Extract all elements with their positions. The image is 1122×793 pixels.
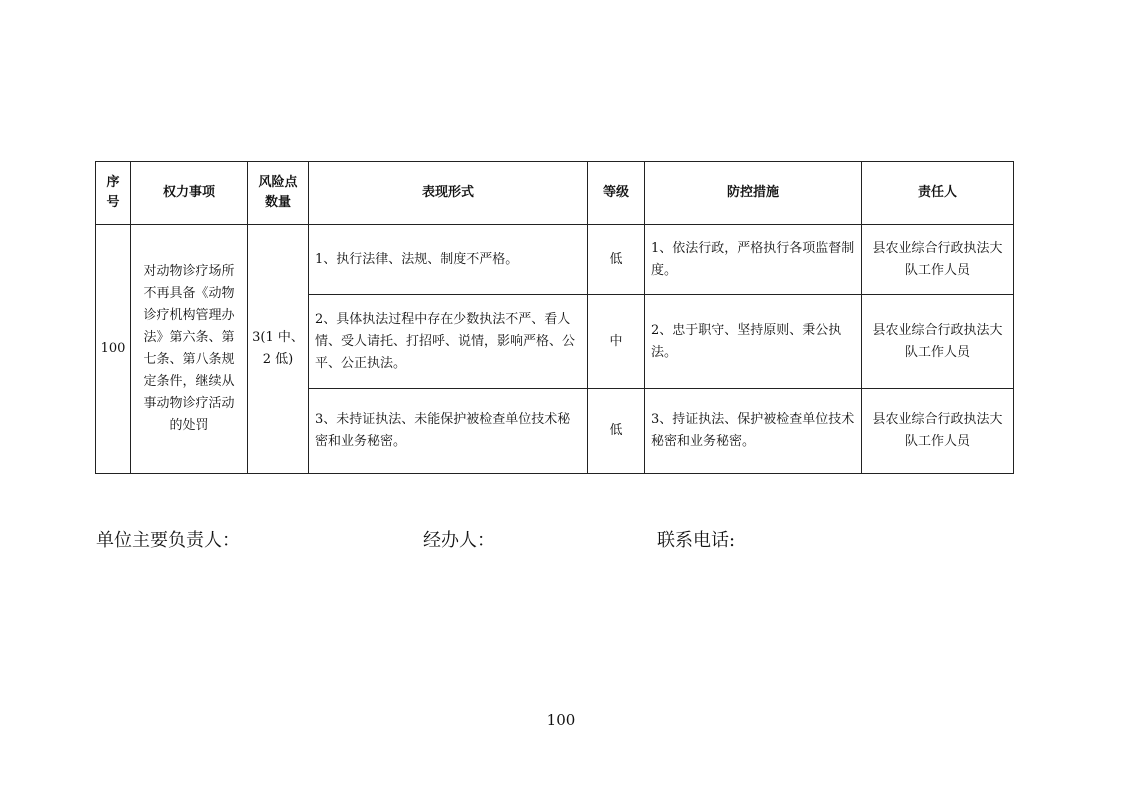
signature-head-label: 单位主要负责人： xyxy=(96,530,240,551)
table-row xyxy=(96,225,1014,295)
form-cell: 3、未持证执法、未能保护被检查单位技术秘密和业务秘密。 xyxy=(309,389,588,474)
measure-cell: 1、依法行政，严格执行各项监督制度。 xyxy=(645,225,862,295)
owner-cell: 县农业综合行政执法大队工作人员 xyxy=(862,389,1014,474)
header-count: 风险点 数量 xyxy=(248,162,309,225)
seq-cell: 100 xyxy=(96,225,131,474)
measure-cell: 2、忠于职守、坚持原则、秉公执法。 xyxy=(645,295,862,389)
header-level: 等级 xyxy=(588,162,645,225)
level-cell: 中 xyxy=(588,295,645,389)
item-cell: 对动物诊疗场所不再具备《动物诊疗机构管理办法》第六条、第七条、第八条规定条件，继续从事动物诊疗活动的处罚 xyxy=(131,225,248,474)
signature-handler-label: 经办人： xyxy=(423,530,495,551)
risk-table xyxy=(95,161,1014,474)
header-item: 权力事项 xyxy=(131,162,248,225)
level-cell: 低 xyxy=(588,389,645,474)
header-owner: 责任人 xyxy=(862,162,1014,225)
level-cell: 低 xyxy=(588,225,645,295)
owner-cell: 县农业综合行政执法大队工作人员 xyxy=(862,225,1014,295)
header-measure: 防控措施 xyxy=(645,162,862,225)
measure-cell: 3、持证执法、保护被检查单位技术秘密和业务秘密。 xyxy=(645,389,862,474)
form-cell: 1、执行法律、法规、制度不严格。 xyxy=(309,225,588,295)
signature-phone-label: 联系电话: xyxy=(657,530,736,551)
header-seq: 序 号 xyxy=(96,162,131,225)
count-cell: 3(1 中、2 低) xyxy=(248,225,309,474)
form-cell: 2、具体执法过程中存在少数执法不严、看人情、受人请托、打招呼、说情，影响严格、公平、公正执法。 xyxy=(309,295,588,389)
header-form: 表现形式 xyxy=(309,162,588,225)
table-header-row xyxy=(96,162,1014,225)
owner-cell: 县农业综合行政执法大队工作人员 xyxy=(862,295,1014,389)
page-number: 100 xyxy=(546,711,576,729)
